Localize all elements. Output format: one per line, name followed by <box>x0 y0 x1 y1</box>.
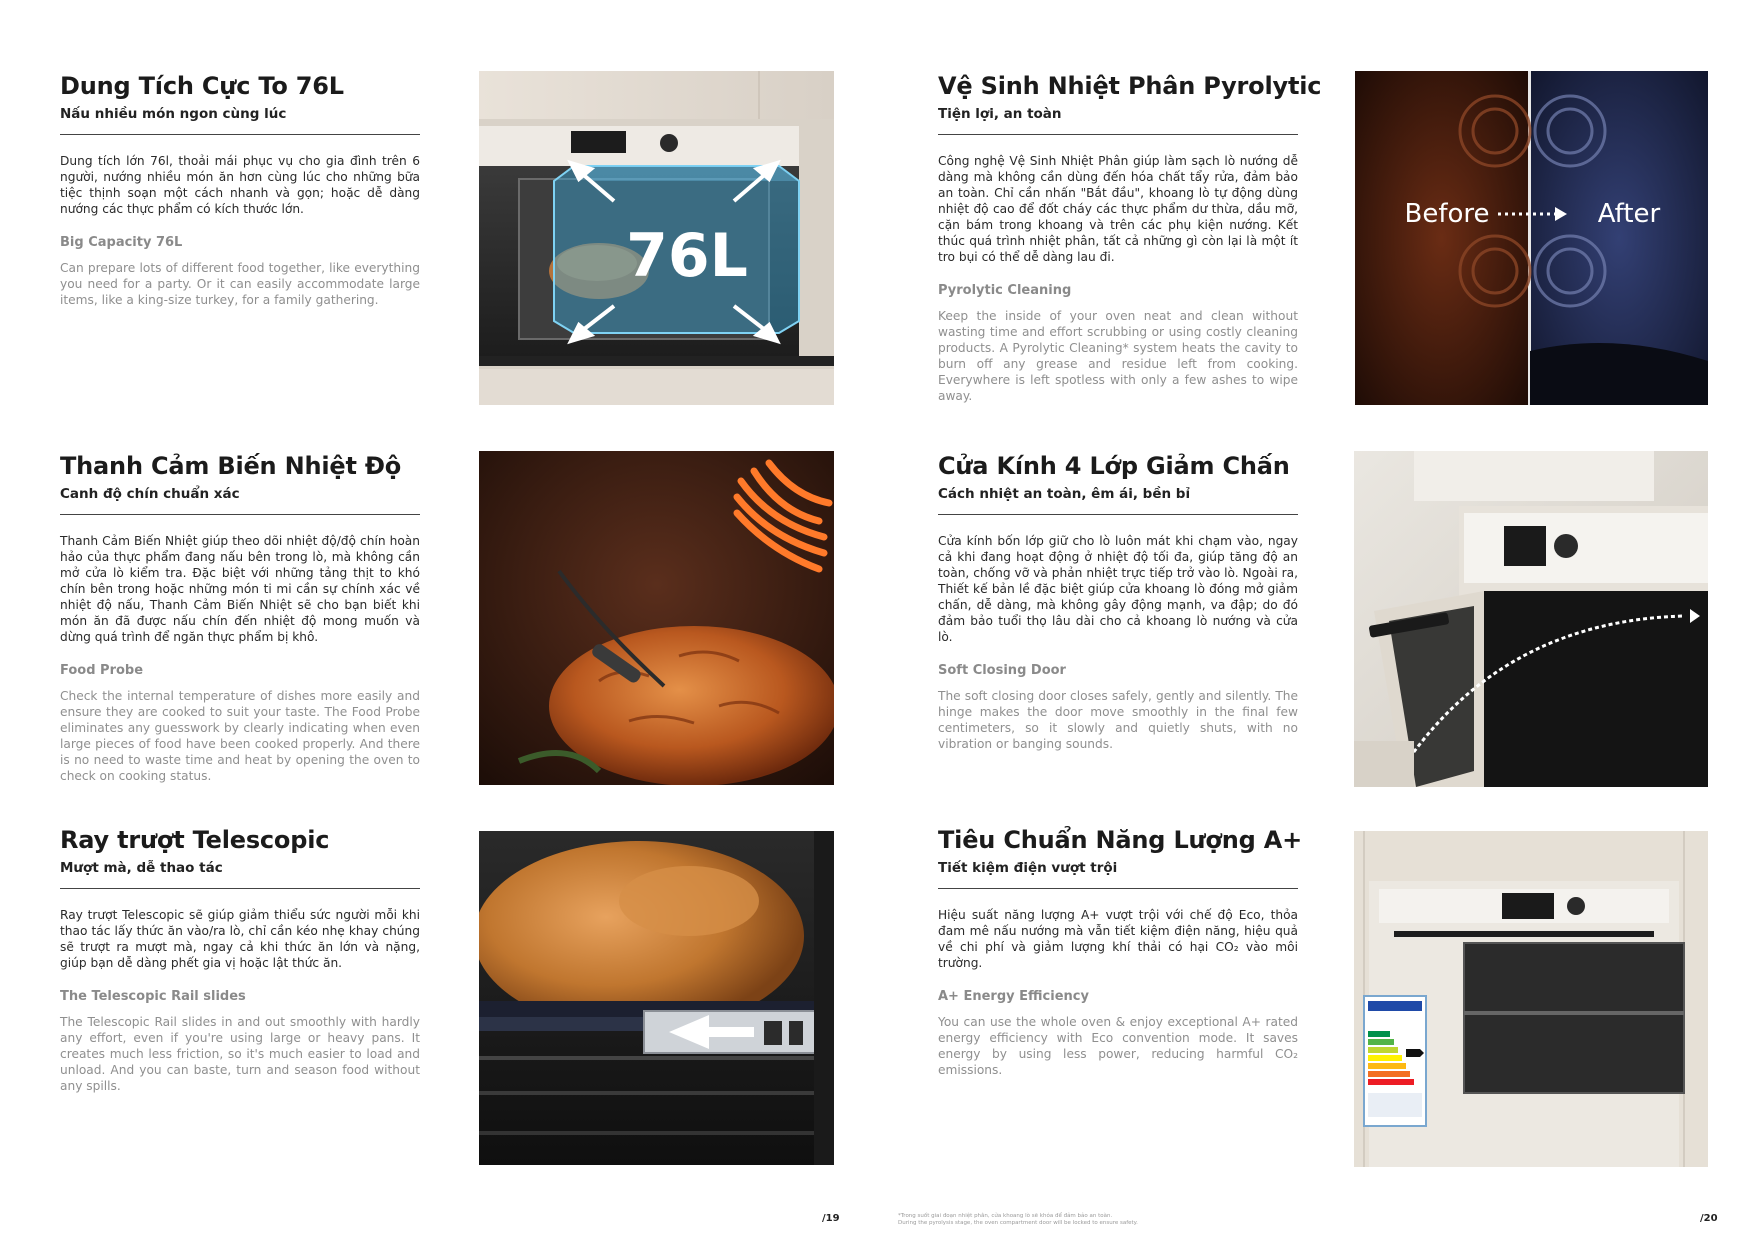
feature-body-en: Keep the inside of your oven neat and clean without wasting time and effort scrubbing or using costly cleaning products. A Pyrolytic Cleaning* system heats the cavity to burn off any grease and residue left from cooking. Everywhere is left spotless with only a few ashes to wipe away. <box>938 309 1298 403</box>
divider <box>60 134 420 135</box>
divider <box>938 888 1298 889</box>
pyrolytic-before-after-photo <box>1355 71 1708 405</box>
divider <box>60 888 420 889</box>
feature-title: Vệ Sinh Nhiệt Phân Pyrolytic <box>938 72 1322 100</box>
feature-telescopic-rails <box>60 826 420 1094</box>
feature-body-en: Can prepare lots of different food together, like everything you need for a party. Or it can easily accommodate large items, like a king-size turkey, for a family gathering. <box>60 261 420 307</box>
soft-close-door-photo <box>1354 451 1708 787</box>
feature-capacity <box>60 72 420 308</box>
feature-title-en: Big Capacity 76L <box>60 235 183 250</box>
feature-body-vi: Ray trượt Telescopic sẽ giúp giảm thiểu sức người mỗi khi thao tác lấy thức ăn vào/ra lò, chỉ cần kéo nhẹ khay chúng sẽ trượt ra mượt mà, ngay cả khi thức ăn lớn và nặng, giúp bạn dễ dàng phết gia vị hoặc lật thức ăn. <box>60 908 420 970</box>
feature-title-en: Soft Closing Door <box>938 663 1066 678</box>
oven-capacity-photo <box>479 71 834 405</box>
feature-title-en: The Telescopic Rail slides <box>60 989 246 1004</box>
feature-energy <box>938 826 1303 1078</box>
feature-food-probe <box>60 452 420 784</box>
food-probe-photo <box>479 451 834 785</box>
feature-body-vi: Thanh Cảm Biến Nhiệt giúp theo dõi nhiệt độ/độ chín hoàn hảo của thực phẩm đang nấu bên trong lò, mà không cần mở cửa lò kiểm tra. Đặc biệt với những tảng thịt to khó chín bên trong hoặc những món ti mi cần sự chính xác về nhiệt độ nấu, Thanh Cảm Biến Nhiệt sẽ cho bạn biết khi món ăn đã được nấu chín đến nhiệt độ mong muốn và dừng quá trình để ngăn thực phẩm bị khô. <box>60 534 420 644</box>
feature-body-vi: Hiệu suất năng lượng A+ vượt trội với chế độ Eco, thỏa đam mê nấu nướng mà vẫn tiết kiệm điện năng, hiệu quả về chi phí và giảm lượng khí thải có hại CO₂ vào môi trường. <box>938 908 1298 970</box>
energy-rating-photo <box>1354 831 1708 1167</box>
capacity-label: 76L <box>626 221 748 291</box>
feature-body-vi: Dung tích lớn 76l, thoải mái phục vụ cho gia đình trên 6 người, nướng nhiều món ăn hơn cùng lúc cho những bữa tiệc thịnh soạn một cách nhanh và gọn; hoặc dễ dàng nướng các thực phẩm có kích thước lớn. <box>60 154 420 216</box>
feature-subtitle: Tiết kiệm điện vượt trội <box>938 860 1118 876</box>
after-label: After <box>1597 199 1661 229</box>
feature-title-en: A+ Energy Efficiency <box>938 989 1089 1004</box>
feature-pyrolytic <box>938 72 1322 404</box>
feature-title: Ray trượt Telescopic <box>60 826 330 854</box>
feature-subtitle: Canh độ chín chuẩn xác <box>60 486 240 502</box>
feature-soft-close-door <box>938 452 1298 752</box>
feature-subtitle: Cách nhiệt an toàn, êm ái, bền bỉ <box>938 486 1191 502</box>
footnote-line-en: During the pyrolysis stage, the oven compartment door will be locked to ensure safety. <box>898 1220 1138 1226</box>
divider <box>938 134 1298 135</box>
feature-title: Tiêu Chuẩn Năng Lượng A+ <box>938 826 1303 854</box>
divider <box>60 514 420 515</box>
feature-body-en: The Telescopic Rail slides in and out smoothly with hardly any effort, even if you're using large or heavy pans. It creates much less friction, so it's much easier to load and unload. And you can baste, turn and season food without any spills. <box>60 1015 420 1093</box>
page-number-left: /19 <box>822 1213 840 1224</box>
telescopic-rail-photo <box>479 831 834 1165</box>
feature-subtitle: Tiện lợi, an toàn <box>938 106 1062 122</box>
feature-body-en: You can use the whole oven & enjoy exceptional A+ rated energy efficiency with Eco convention mode. It saves energy by using less power, reducing harmful CO₂ emissions. <box>938 1015 1298 1077</box>
feature-subtitle: Mượt mà, dễ thao tác <box>60 860 223 876</box>
feature-title-en: Pyrolytic Cleaning <box>938 283 1072 298</box>
before-label: Before <box>1404 199 1490 229</box>
feature-title: Cửa Kính 4 Lớp Giảm Chấn <box>938 452 1290 480</box>
divider <box>938 514 1298 515</box>
feature-title-en: Food Probe <box>60 663 144 678</box>
page-number-right: /20 <box>1700 1213 1718 1224</box>
footnote <box>898 1213 1158 1227</box>
feature-body-en: The soft closing door closes safely, gently and silently. The hinge makes the door move smoothly in the final few centimeters, so it slowly and quietly shuts, with no vibration or banging sounds. <box>938 689 1298 751</box>
feature-body-vi: Cửa kính bốn lớp giữ cho lò luôn mát khi chạm vào, ngay cả khi đang hoạt động ở nhiệt độ tối đa, giúp tăng độ an toàn, chống vỡ và phản nhiệt trực tiếp trở vào lò. Ngoài ra, Thiết kế bản lề đặc biệt giúp cửa khoang lò đóng mở giảm chấn, dễ dàng, mà không gây động mạnh, va đập; do đó đảm bảo tuổi thọ lâu dài cho cả khoang lò nướng và cửa lò. <box>938 534 1298 644</box>
feature-body-en: Check the internal temperature of dishes more easily and ensure they are cooked to suit your taste. The Food Probe eliminates any guesswork by clearly indicating when even large pieces of food have been cooked properly. And there is no need to waste time and heat by opening the oven to check on cooking status. <box>60 689 420 783</box>
footnote-line-vi: *Trong suốt giai đoạn nhiệt phân, cửa khoang lò sẽ khóa để đảm bảo an toàn. <box>898 1213 1113 1219</box>
feature-subtitle: Nấu nhiều món ngon cùng lúc <box>60 106 287 122</box>
feature-body-vi: Công nghệ Vệ Sinh Nhiệt Phân giúp làm sạch lò nướng dễ dàng mà không cần dùng đến hóa chất tẩy rửa, đảm bảo an toàn. Chỉ cần nhấn "Bắt đầu", khoang lò tự động dùng nhiệt độ cao để đốt cháy các thực phẩm dư thừa, dầu mỡ, cặn bám trong khoang và trên các phụ kiện nướng. Kết thúc quá trình nhiệt phân, tất cả những gì còn lại là một ít tro bụi có thể dễ dàng lau đi. <box>938 154 1298 264</box>
feature-title: Dung Tích Cực To 76L <box>60 72 344 100</box>
feature-title: Thanh Cảm Biến Nhiệt Độ <box>60 452 402 480</box>
